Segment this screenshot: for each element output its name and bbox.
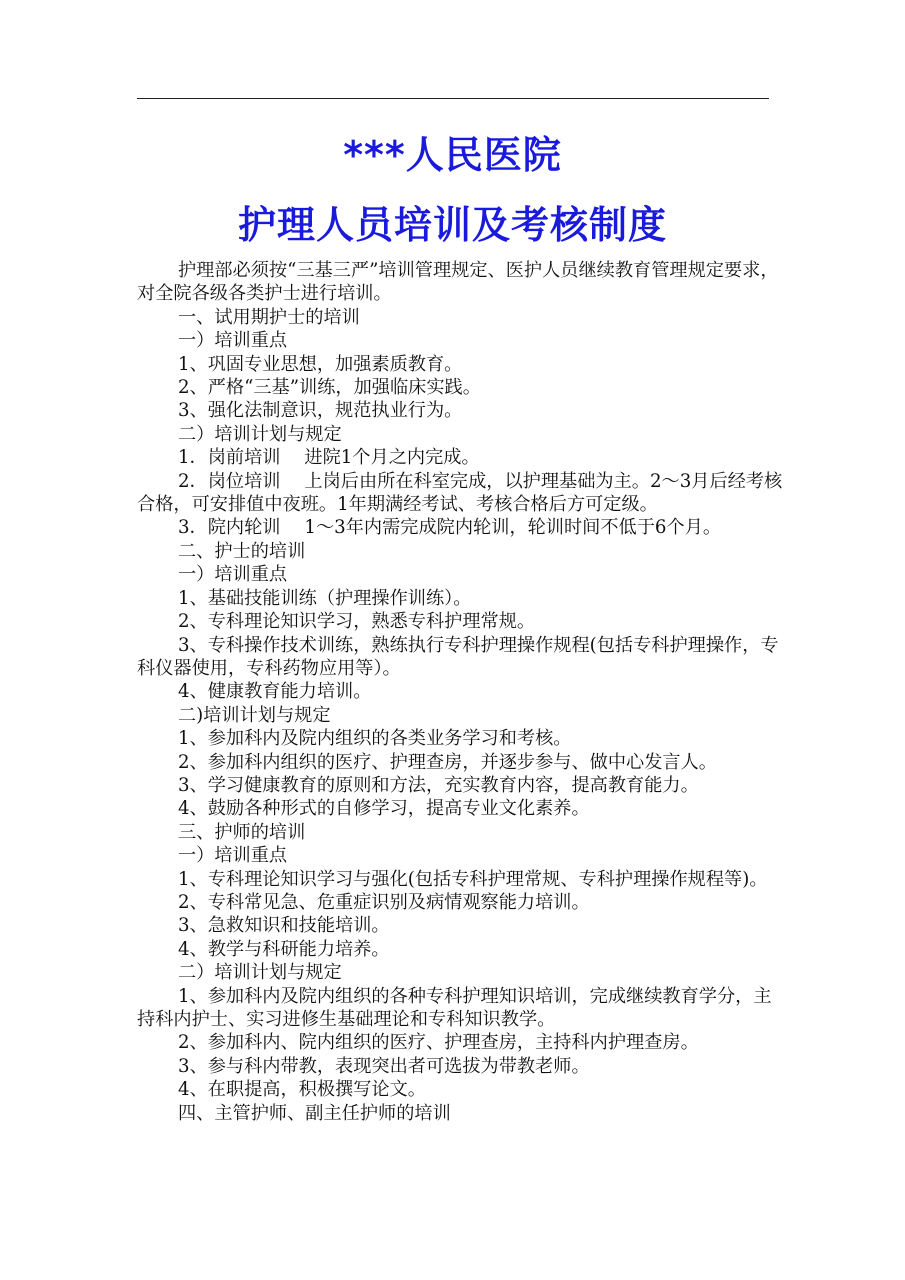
subsection-heading: 二）培训计划与规定	[177, 423, 342, 445]
list-item: 4、教学与科研能力培养。	[177, 938, 390, 960]
list-item: 3、强化法制意识，规范执业行为。	[177, 400, 463, 422]
list-item: 1、参加科内及院内组织的各种专科护理知识培训，完成继续教育学分，主持科内护士、实习进修生基础理论和专科知识教学。	[137, 985, 772, 1030]
list-item: 1、参加科内及院内组织的各类业务学习和考核。	[177, 728, 572, 750]
list-item: 2、专科理论知识学习，熟悉专科护理常规。	[177, 611, 536, 633]
document-title: 护理人员培训及考核制度	[237, 203, 667, 247]
section-heading: 二、护士的培训	[177, 540, 306, 562]
header-rule	[137, 98, 769, 99]
list-item: 3、参与科内带教，表现突出者可选拔为带教老师。	[177, 1055, 590, 1077]
subsection-heading: 一）培训重点	[177, 845, 288, 867]
list-item: 1、基础技能训练（护理操作训练）。	[177, 587, 472, 609]
subsection-heading: 一）培训重点	[177, 564, 288, 586]
section-heading: 四、主管护师、副主任护师的培训	[177, 1102, 451, 1124]
paragraph-intro: 护理部必须按“三基三严”培训管理规定、医护人员继续教育管理规定要求，对全院各级各类护士进行培训。	[137, 260, 779, 305]
section-heading: 三、护师的培训	[177, 821, 306, 843]
list-item: 4、健康教育能力培训。	[177, 681, 372, 703]
list-item: 2、严格“三基”训练，加强临床实践。	[177, 377, 481, 399]
subsection-heading: 二）培训计划与规定	[177, 962, 342, 984]
list-item: 3、急救知识和技能培训。	[177, 915, 390, 937]
list-item: 1、专科理论知识学习与强化(包括专科护理常规、专科护理操作规程等)。	[177, 868, 768, 890]
subsection-heading: 一）培训重点	[177, 330, 288, 352]
list-item: 3、专科操作技术训练，熟练执行专科护理操作规程(包括专科护理操作，专科仪器使用，专科药物应用等）。	[137, 634, 779, 679]
section-heading: 一、试用期护士的培训	[177, 306, 360, 328]
list-item: 3、学习健康教育的原则和方法，充实教育内容，提高教育能力。	[177, 774, 699, 796]
list-item: 3．院内轮训 1～3年内需完成院内轮训，轮训时间不低于6个月。	[177, 517, 722, 539]
document-body	[137, 259, 789, 1125]
list-item: 2．岗位培训 上岗后由所在科室完成，以护理基础为主。2～3月后经考核合格，可安排值中夜班。1年期满经考试、考核合格后方可定级。	[137, 470, 783, 516]
list-item: 4、鼓励各种形式的自修学习，提高专业文化素养。	[177, 798, 590, 820]
hospital-title: ***人民医院	[343, 133, 562, 177]
list-item: 1．岗前培训 进院1个月之内完成。	[177, 447, 480, 469]
list-item: 2、专科常见急、危重症识别及病情观察能力培训。	[177, 891, 590, 913]
list-item: 4、在职提高，积极撰写论文。	[177, 1079, 426, 1101]
subsection-heading: 二)培训计划与规定	[177, 704, 331, 726]
list-item: 2、参加科内组织的医疗、护理查房，并逐步参与、做中心发言人。	[177, 751, 717, 773]
list-item: 2、参加科内、院内组织的医疗、护理查房，主持科内护理查房。	[177, 1032, 699, 1054]
list-item: 1、巩固专业思想，加强素质教育。	[177, 353, 463, 375]
